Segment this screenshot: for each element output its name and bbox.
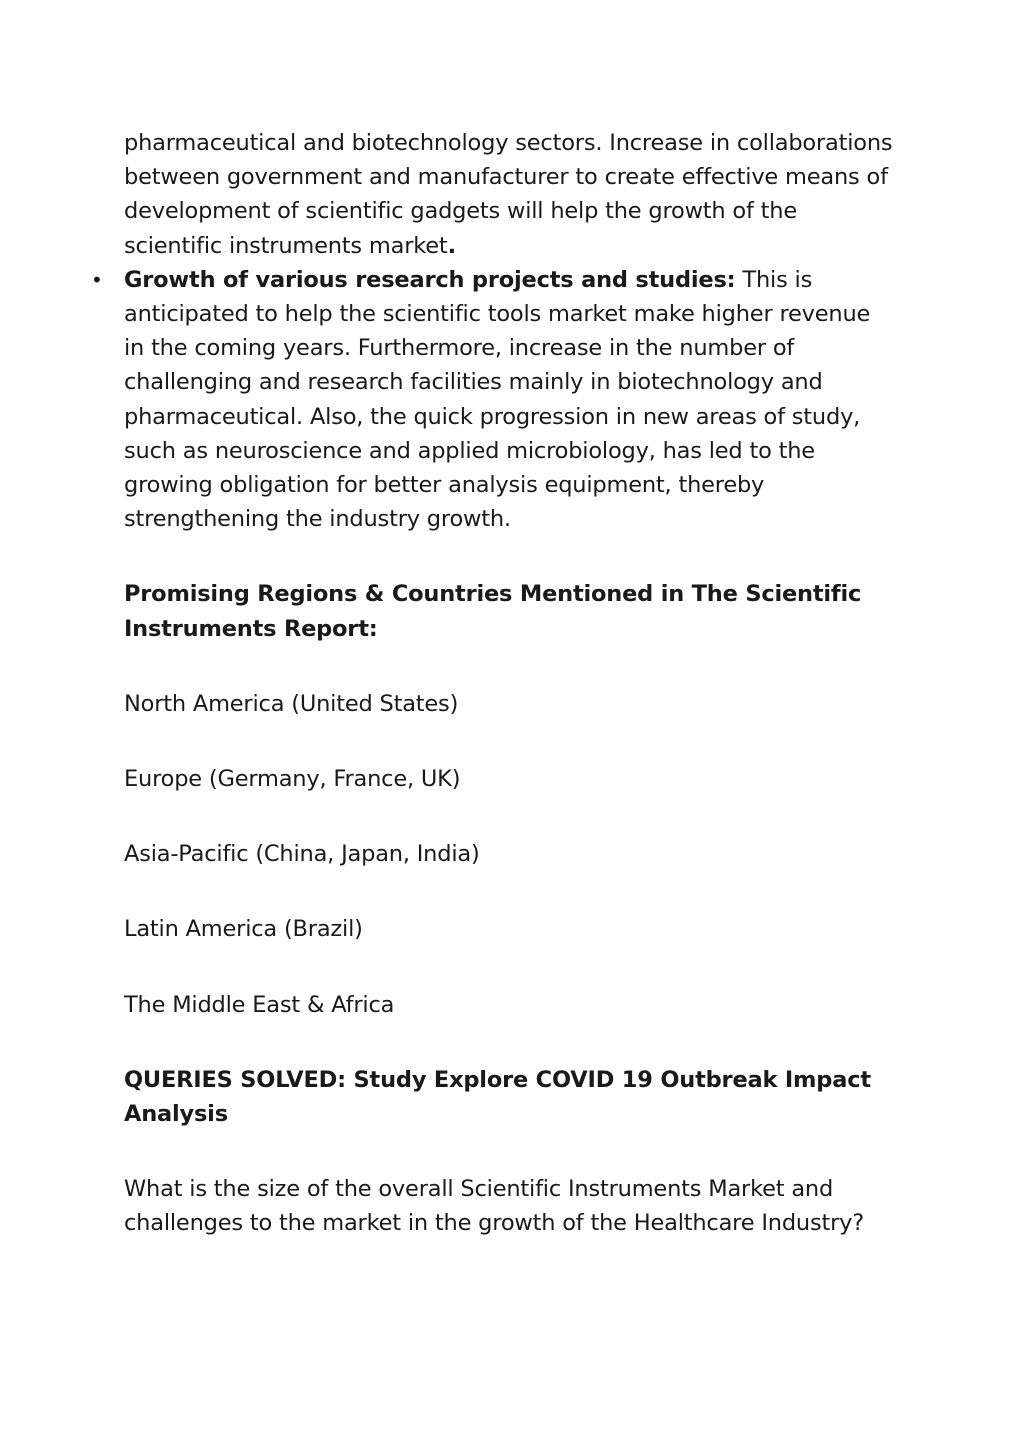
bullet-dot-icon: •: [91, 267, 103, 292]
region-item: Latin America (Brazil): [124, 916, 363, 943]
bullet-bold-lead: Growth of various research projects and studies:: [124, 266, 736, 293]
region-item: The Middle East & Africa: [124, 991, 395, 1018]
continuation-text: pharmaceutical and biotechnology sectors. Increase in collaborations between government and manufacturer to create effective means of development of scientific gadgets will help the growth of the scientific instruments market: [124, 130, 893, 259]
region-item: North America (United States): [124, 690, 459, 717]
region-item: Asia-Pacific (China, Japan, India): [124, 841, 480, 868]
region-item: Europe (Germany, France, UK): [124, 766, 461, 793]
bullet-text: This is anticipated to help the scientific tools market make higher revenue in the coming years. Furthermore, increase in the number of challenging and research facilities mainly in biotechnology and pharmaceutical. Also, the quick progression in new areas of study, such as neuroscience and applied microbiology, has led to the growing obligation for better analysis equipment, thereby strengthening the industry growth.: [124, 266, 871, 533]
question-paragraph: What is the size of the overall Scientific Instruments Market and challenges to the market in the growth of the Healthcare Industry?: [124, 1176, 865, 1237]
queries-heading: QUERIES SOLVED: Study Explore COVID 19 Outbreak Impact Analysis: [124, 1066, 871, 1128]
continuation-paragraph: [124, 126, 894, 263]
regions-heading: Promising Regions & Countries Mentioned in The Scientific Instruments Report:: [124, 581, 862, 642]
continuation-period: .: [447, 232, 456, 259]
bullet-item-research-growth: [91, 263, 894, 537]
document-body: [91, 126, 894, 1241]
